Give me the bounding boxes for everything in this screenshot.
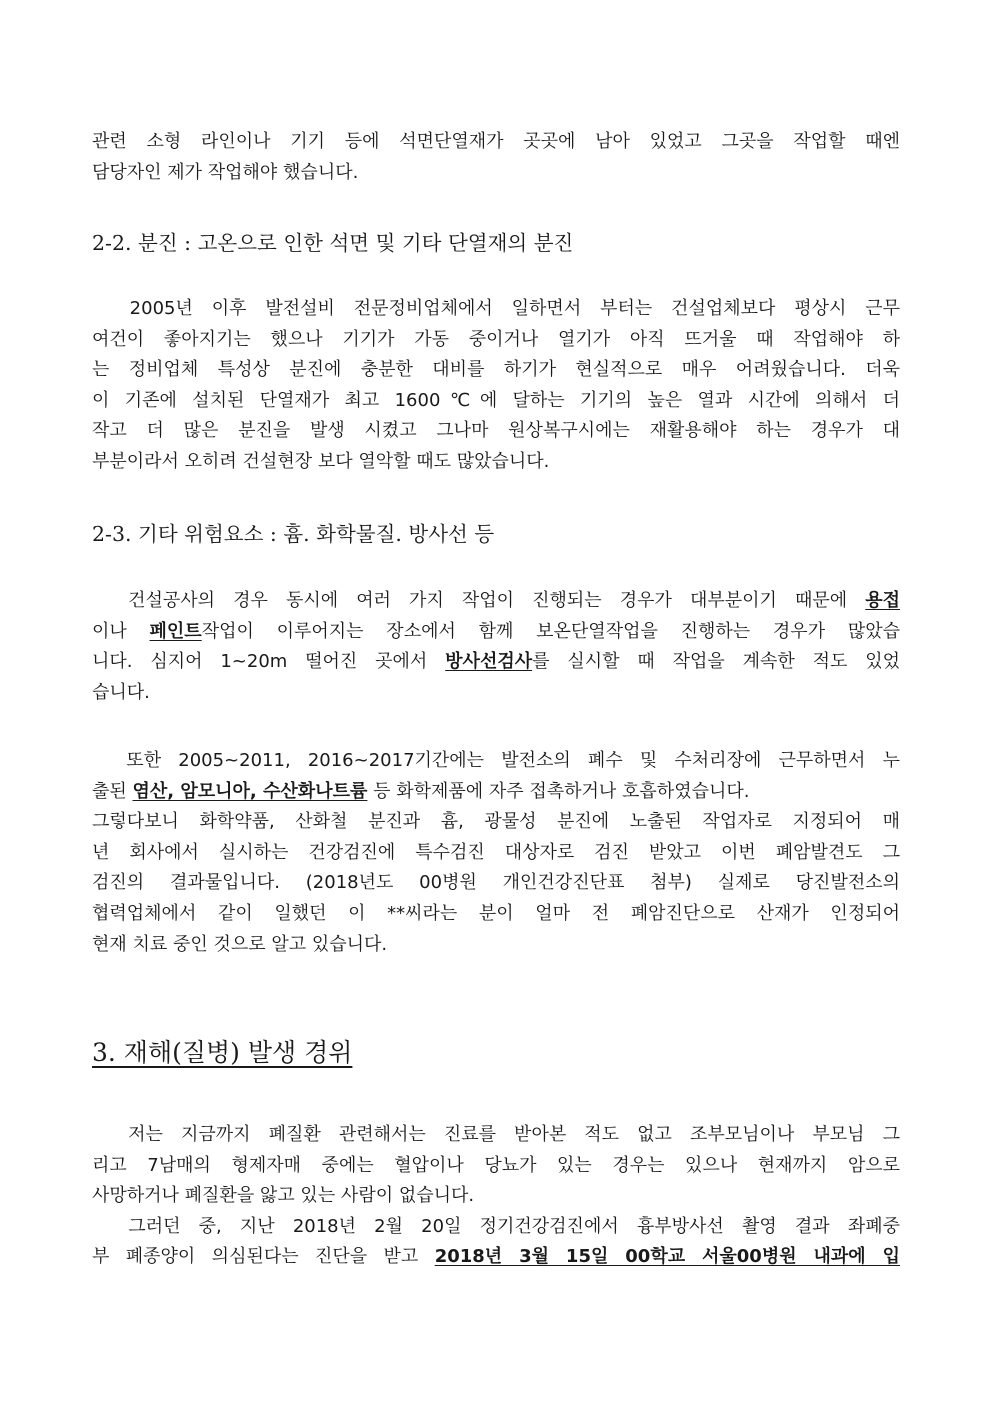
paragraph-2-2 [92, 294, 900, 478]
text-line: 는 정비업체 특성상 분진에 충분한 대비를 하기가 현실적으로 매우 어려웠습니다. 더욱 [92, 359, 900, 381]
underlined-term-paint: 페인트 [149, 620, 202, 642]
text-line: 또한 2005~2011, 2016~2017기간에는 발전소의 폐수 및 수처리장에 근무하면서 누 [92, 750, 900, 771]
text-line: 부분이라서 오히려 건설현장 보다 열악할 때도 많았습니다. [92, 450, 550, 472]
text-line [92, 777, 900, 808]
paragraph-intro [92, 127, 900, 188]
text-line: 저는 지금까지 폐질환 관련해서는 진료를 받아본 적도 없고 조부모님이나 부모님 그 [92, 1124, 900, 1145]
text-line: 습니다. [92, 681, 150, 703]
section-heading-3 [92, 1036, 900, 1070]
text-line: 년 회사에서 실시하는 건강검진에 특수검진 대상자로 검진 받았고 이번 폐암발견도 그 [92, 841, 900, 863]
line-text: 니다. 심지어 1~20m 떨어진 곳에서 [92, 651, 446, 673]
paragraph-2-3-a [92, 586, 900, 708]
section-heading-2-3: 2-3. 기타 위험요소 : 흄. 화학물질. 방사선 등 [92, 522, 495, 546]
text-line: 작고 더 많은 분진을 발생 시켰고 그나마 원상복구시에는 재활용해야 하는 경우가 대 [92, 420, 900, 442]
text-line: 협력업체에서 같이 일했던 이 **씨라는 분이 얼마 전 폐암진단으로 산재가 인정되어 [92, 902, 900, 924]
text-line [92, 617, 900, 648]
text-line: 사망하거나 폐질환을 앓고 있는 사람이 없습니다. [92, 1185, 475, 1207]
line-text: 작업이 이루어지는 장소에서 함께 보온단열작업을 진행하는 경우가 많았습 [201, 620, 900, 642]
text-line: 2005년 이후 발전설비 전문정비업체에서 일하면서 부터는 건설업체보다 평상시 근무 [92, 298, 900, 319]
line-text: 를 실시할 때 작업을 계속한 적도 있었 [532, 651, 900, 673]
paragraph-2-3-b [92, 746, 900, 960]
text-line: 관련 소형 라인이나 기기 등에 석면단열재가 곳곳에 남아 있었고 그곳을 작업할 때엔 [92, 131, 900, 152]
underlined-date-hospital: 2018년 3월 15일 00학교 서울00병원 내과에 입 [434, 1246, 900, 1268]
text-line: 여건이 좋아지기는 했으나 기기가 가동 중이거나 열기가 아직 뜨거울 때 작업해야 하 [92, 328, 900, 350]
text-line [92, 647, 900, 678]
section-heading-2-2: 2-2. 분진 : 고온으로 인한 석면 및 기타 단열재의 분진 [92, 231, 574, 255]
line-text: 부 폐종양이 의심된다는 진단을 받고 [92, 1246, 435, 1268]
text-line: 그러던 중, 지난 2018년 2월 20일 정기건강검진에서 흉부방사선 촬영 결과 좌폐중 [92, 1215, 900, 1237]
paragraph-3 [92, 1120, 900, 1273]
underlined-term-welding: 용접 [865, 590, 900, 611]
line-text: 출된 [92, 780, 133, 802]
text-line: 이 기존에 설치된 단열재가 최고 1600℃에 달하는 기기의 높은 열과 시간에 의해서 더 [92, 389, 900, 411]
text-line: 담당자인 제가 작업해야 했습니다. [92, 161, 359, 183]
line-text: 이나 [92, 620, 150, 642]
text-line: 검진의 결과물입니다. (2018년도 00병원 개인건강진단표 첨부) 실제로 당진발전소의 [92, 872, 900, 894]
text-line: 리고 7남매의 형제자매 중에는 혈압이나 당뇨가 있는 경우는 있으나 현재까지 암으로 [92, 1154, 900, 1176]
text-line [92, 1242, 900, 1273]
text-line: 그렇다보니 화학약품, 산화철 분진과 흄, 광물성 분진에 노출된 작업자로 지정되어 매 [92, 811, 900, 833]
text-line [92, 586, 900, 617]
underlined-term-radiography: 방사선검사 [445, 651, 533, 673]
underlined-term-chemicals: 염산, 암모니아, 수산화나트륨 [132, 780, 368, 802]
line-text: 등 화학제품에 자주 접촉하거나 호흡하였습니다. [367, 780, 750, 802]
line-text: 건설공사의 경우 동시에 여러 가지 작업이 진행되는 경우가 대부분이기 때문에 [92, 590, 866, 611]
text-line: 현재 치료 중인 것으로 알고 있습니다. [92, 933, 388, 955]
section-heading-3-text: 3. 재해(질병) 발생 경위 [92, 1038, 353, 1067]
